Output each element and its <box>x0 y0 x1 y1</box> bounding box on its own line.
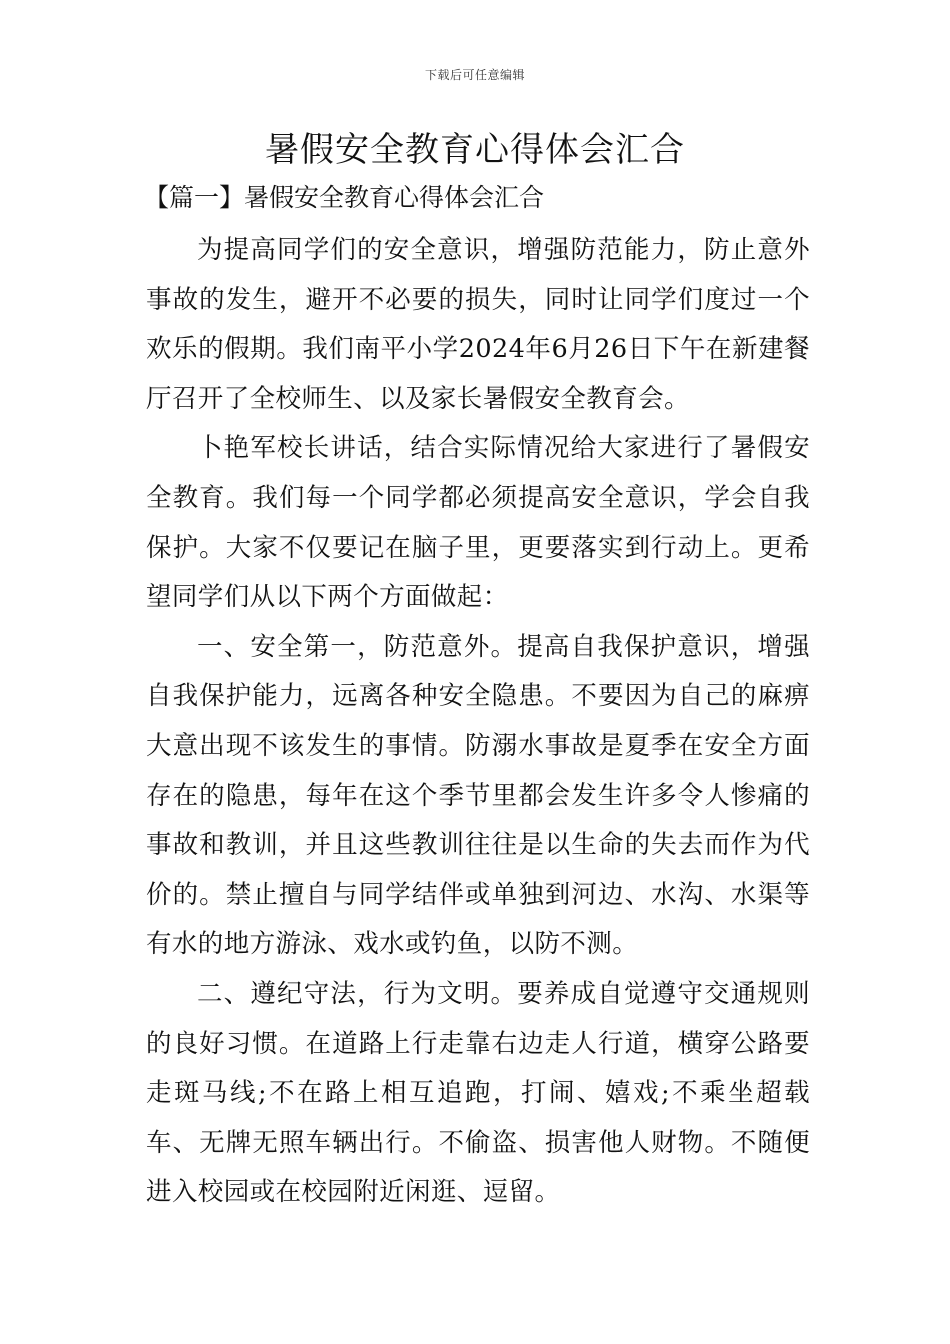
paragraph-law-abiding: 二、遵纪守法，行为文明。要养成自觉遵守交通规则的良好习惯。在道路上行走靠右边走人行道，横穿公路要走斑马线;不在路上相互追跑，打闹、嬉戏;不乘坐超载车、无牌无照车辆出行。不偷盗、损害他人财物。不随便进入校园或在校园附近闲逛、逗留。 <box>146 978 810 1208</box>
header-note: 下载后可任意编辑 <box>424 68 525 82</box>
section-heading: 【篇一】暑假安全教育心得体会汇合 <box>144 183 545 212</box>
document-title: 暑假安全教育心得体会汇合 <box>265 130 685 170</box>
paragraph-principal-speech: 卜艳军校长讲话，结合实际情况给大家进行了暑假安全教育。我们每一个同学都必须提高安全意识，学会自我保护。大家不仅要记在脑子里，更要落实到行动上。更希望同学们从以下两个方面做起： <box>146 433 810 613</box>
document-body <box>146 226 810 1218</box>
paragraph-safety-first: 一、安全第一，防范意外。提高自我保护意识，增强自我保护能力，远离各种安全隐患。不要因为自己的麻痹大意出现不该发生的事情。防溺水事故是夏季在安全方面存在的隐患，每年在这个季节里都会发生许多令人惨痛的事故和教训，并且这些教训往往是以生命的失去而作为代价的。禁止擅自与同学结伴或单独到河边、水沟、水渠等有水的地方游泳、戏水或钓鱼，以防不测。 <box>146 631 810 960</box>
paragraph-intro: 为提高同学们的安全意识，增强防范能力，防止意外事故的发生，避开不必要的损失，同时让同学们度过一个欢乐的假期。我们南平小学2024年6月26日下午在新建餐厅召开了全校师生、以及家长暑假安全教育会。 <box>146 235 810 414</box>
